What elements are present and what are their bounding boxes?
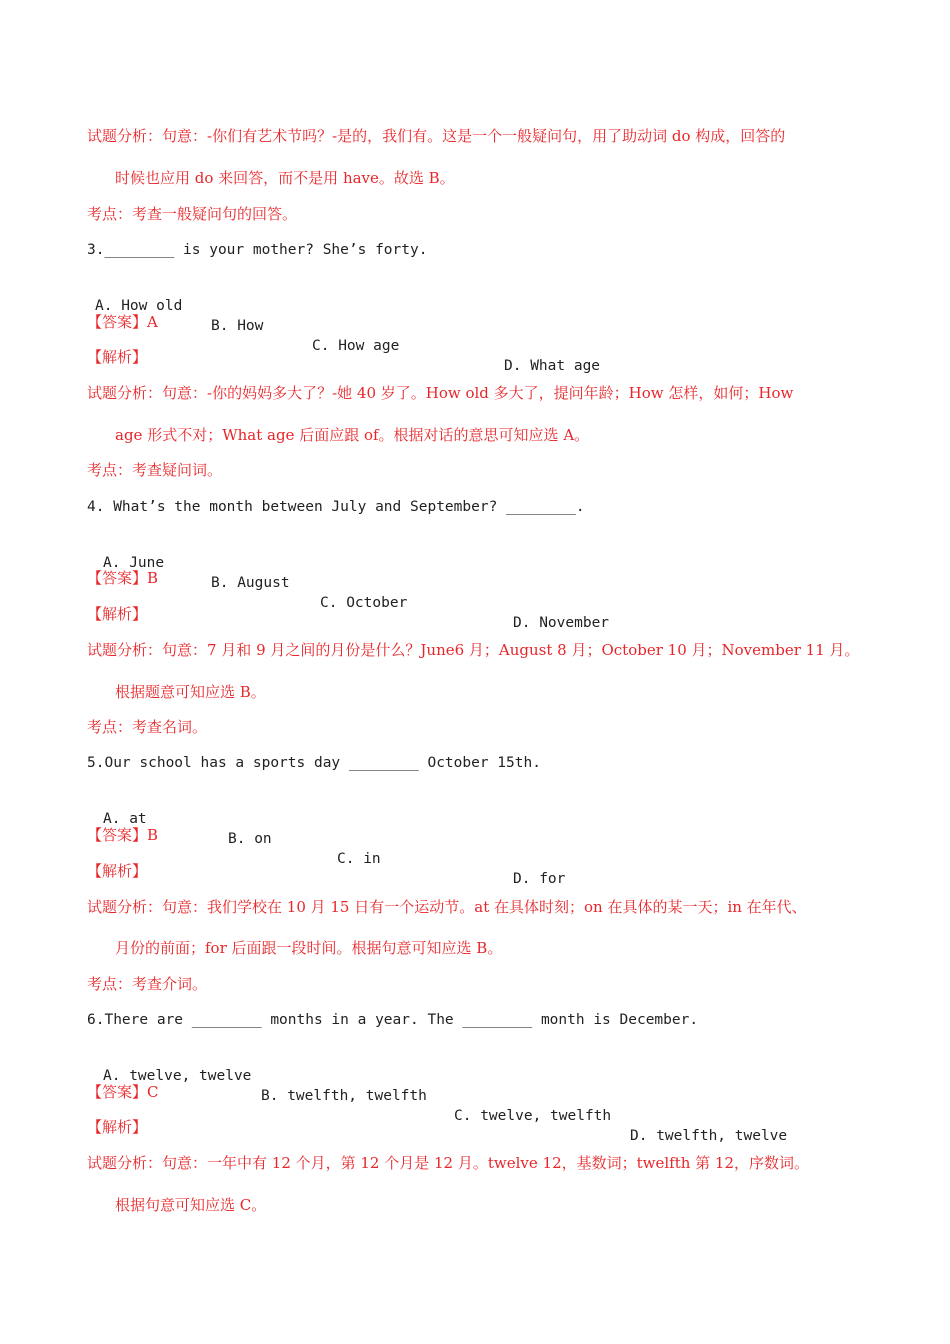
option-d: D. for [513,871,566,887]
key-point: 考点：考查介词。 [87,975,208,993]
analysis-text: 试题分析：句意：7 月和 9 月之间的月份是什么？June6 月；August 8 月；October 10 月；November 11 月。 [87,641,860,659]
answer-label: 【答案】B [87,569,159,587]
option-c: C. in [337,851,381,867]
analysis-text: 试题分析：句意：-你们有艺术节吗？-是的，我们有。这是一个一般疑问句，用了助动词 do 构成，回答的 [87,127,786,145]
option-b: B. on [228,831,272,847]
analysis-text: 月份的前面；for 后面跟一段时间。根据句意可知应选 B。 [115,939,503,957]
option-c: C. twelve, twelfth [454,1108,612,1124]
analysis-label: 【解析】 [87,348,148,366]
question-stem: 6.There are ________ months in a year. The ________ month is December. [87,1012,699,1028]
option-b: B. twelfth, twelfth [261,1088,427,1104]
option-d: D. twelfth, twelve [630,1128,788,1144]
analysis-text: 试题分析：句意：我们学校在 10 月 15 日有一个运动节。at 在具体时刻；on 在具体的某一天；in 在年代、 [87,898,807,916]
analysis-label: 【解析】 [87,862,148,880]
question-stem: 4. What’s the month between July and September? ________. [87,499,585,515]
answer-label: 【答案】B [87,826,159,844]
option-a: A. How old [95,298,183,314]
option-b: B. How [211,318,264,334]
key-point: 考点：考查疑问词。 [87,461,223,479]
analysis-text: age 形式不对；What age 后面应跟 of。根据对话的意思可知应选 A。 [115,426,590,444]
key-point: 考点：考查一般疑问句的回答。 [87,205,298,223]
option-b: B. August [211,575,290,591]
option-a: A. twelve, twelve [103,1068,252,1084]
analysis-text: 试题分析：句意：-你的妈妈多大了？-她 40 岁了。How old 多大了，提问年龄；How 怎样，如何；How [87,384,794,402]
option-c: C. October [320,595,408,611]
analysis-text: 根据句意可知应选 C。 [115,1196,267,1214]
answer-label: 【答案】C [87,1083,159,1101]
analysis-label: 【解析】 [87,1118,148,1136]
question-stem: 3.________ is your mother? She’s forty. [87,242,428,258]
option-a: A. June [103,555,165,571]
option-d: D. What age [504,358,601,374]
answer-label: 【答案】A [87,313,158,331]
question-stem: 5.Our school has a sports day ________ October 15th. [87,755,541,771]
option-c: C. How age [312,338,400,354]
analysis-text: 时候也应用 do 来回答，而不是用 have。故选 B。 [115,169,455,187]
key-point: 考点：考查名词。 [87,718,208,736]
analysis-label: 【解析】 [87,605,148,623]
option-a: A. at [103,811,147,827]
analysis-text: 试题分析：句意：一年中有 12 个月，第 12 个月是 12 月。twelve 12，基数词；twelfth 第 12，序数词。 [87,1154,810,1172]
analysis-text: 根据题意可知应选 B。 [115,683,266,701]
option-d: D. November [513,615,610,631]
